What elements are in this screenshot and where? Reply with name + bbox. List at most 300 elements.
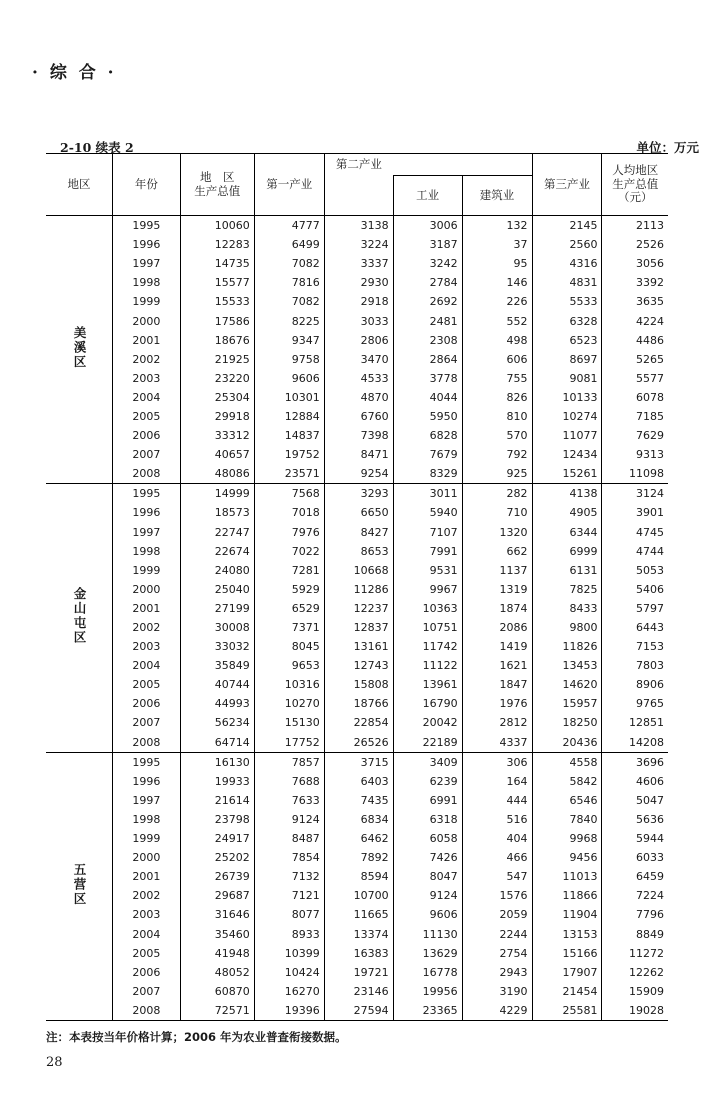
value-cell: 552 [462, 311, 532, 330]
value-cell: 1976 [462, 694, 532, 713]
value-cell: 1576 [462, 886, 532, 905]
value-cell: 7840 [532, 810, 602, 829]
table-row [46, 484, 668, 504]
value-cell: 2754 [462, 944, 532, 963]
year-cell: 2007 [112, 713, 180, 732]
value-cell: 24080 [180, 561, 254, 580]
value-cell: 466 [462, 848, 532, 867]
value-cell: 10316 [254, 675, 324, 694]
region-label: 五营区 [71, 863, 87, 907]
value-cell: 1847 [462, 675, 532, 694]
value-cell: 2692 [393, 292, 462, 311]
value-cell: 3293 [324, 484, 393, 504]
value-cell: 498 [462, 331, 532, 350]
value-cell: 40744 [180, 675, 254, 694]
value-cell: 8433 [532, 599, 602, 618]
value-cell: 22674 [180, 542, 254, 561]
value-cell: 4777 [254, 216, 324, 236]
value-cell: 13629 [393, 944, 462, 963]
value-cell: 7435 [324, 791, 393, 810]
year-cell: 1995 [112, 216, 180, 236]
value-cell: 16383 [324, 944, 393, 963]
value-cell: 14837 [254, 426, 324, 445]
value-cell: 27199 [180, 599, 254, 618]
value-cell: 2930 [324, 273, 393, 292]
value-cell: 9606 [254, 369, 324, 388]
value-cell: 2806 [324, 331, 393, 350]
value-cell: 7976 [254, 523, 324, 542]
value-cell: 306 [462, 752, 532, 772]
table-row [46, 675, 668, 694]
value-cell: 16790 [393, 694, 462, 713]
value-cell: 4316 [532, 254, 602, 273]
value-cell: 4337 [462, 733, 532, 753]
value-cell: 1137 [462, 561, 532, 580]
value-cell: 11286 [324, 580, 393, 599]
table-row [46, 713, 668, 732]
value-cell: 20436 [532, 733, 602, 753]
value-cell: 23220 [180, 369, 254, 388]
value-cell: 1419 [462, 637, 532, 656]
value-cell: 29918 [180, 407, 254, 426]
value-cell: 7825 [532, 580, 602, 599]
value-cell: 7185 [602, 407, 668, 426]
table-row [46, 963, 668, 982]
year-cell: 2006 [112, 694, 180, 713]
value-cell: 3901 [602, 503, 668, 522]
table-row [46, 503, 668, 522]
table-row [46, 426, 668, 445]
value-cell: 164 [462, 772, 532, 791]
value-cell: 5406 [602, 580, 668, 599]
value-cell: 710 [462, 503, 532, 522]
unit-label: 单位：万元 [636, 140, 699, 155]
value-cell: 10133 [532, 388, 602, 407]
value-cell: 9758 [254, 350, 324, 369]
value-cell: 6650 [324, 503, 393, 522]
year-cell: 2005 [112, 407, 180, 426]
table-row [46, 905, 668, 924]
value-cell: 64714 [180, 733, 254, 753]
value-cell: 19752 [254, 445, 324, 464]
value-cell: 11826 [532, 637, 602, 656]
value-cell: 6991 [393, 791, 462, 810]
value-cell: 3242 [393, 254, 462, 273]
value-cell: 10274 [532, 407, 602, 426]
value-cell: 31646 [180, 905, 254, 924]
value-cell: 8487 [254, 829, 324, 848]
value-cell: 7371 [254, 618, 324, 637]
table-row [46, 637, 668, 656]
value-cell: 2086 [462, 618, 532, 637]
value-cell: 15533 [180, 292, 254, 311]
value-cell: 13161 [324, 637, 393, 656]
value-cell: 8697 [532, 350, 602, 369]
value-cell: 29687 [180, 886, 254, 905]
value-cell: 1320 [462, 523, 532, 542]
value-cell: 7121 [254, 886, 324, 905]
table-row [46, 694, 668, 713]
value-cell: 60870 [180, 982, 254, 1001]
value-cell: 14208 [602, 733, 668, 753]
value-cell: 4744 [602, 542, 668, 561]
table-note: 注：本表按当年价格计算；2006 年为农业普查衔接数据。 [46, 1030, 347, 1044]
header-per-capita: 人均地区 生产总值 （元） [602, 154, 668, 216]
value-cell: 22189 [393, 733, 462, 753]
year-cell: 1995 [112, 752, 180, 772]
value-cell: 3337 [324, 254, 393, 273]
value-cell: 3392 [602, 273, 668, 292]
table-row [46, 924, 668, 943]
value-cell: 6344 [532, 523, 602, 542]
value-cell: 792 [462, 445, 532, 464]
year-cell: 2003 [112, 369, 180, 388]
value-cell: 7568 [254, 484, 324, 504]
table-row [46, 772, 668, 791]
year-cell: 2005 [112, 675, 180, 694]
value-cell: 12283 [180, 235, 254, 254]
value-cell: 3224 [324, 235, 393, 254]
value-cell: 570 [462, 426, 532, 445]
header-primary: 第一产业 [254, 154, 324, 216]
value-cell: 8077 [254, 905, 324, 924]
value-cell: 21925 [180, 350, 254, 369]
value-cell: 7857 [254, 752, 324, 772]
table-row [46, 273, 668, 292]
value-cell: 9124 [254, 810, 324, 829]
table-row [46, 580, 668, 599]
value-cell: 48086 [180, 464, 254, 484]
value-cell: 10751 [393, 618, 462, 637]
value-cell: 19956 [393, 982, 462, 1001]
year-cell: 2003 [112, 637, 180, 656]
table-row [46, 944, 668, 963]
value-cell: 6328 [532, 311, 602, 330]
value-cell: 33032 [180, 637, 254, 656]
value-cell: 2145 [532, 216, 602, 236]
value-cell: 5797 [602, 599, 668, 618]
value-cell: 7018 [254, 503, 324, 522]
year-cell: 1997 [112, 523, 180, 542]
value-cell: 8471 [324, 445, 393, 464]
value-cell: 5636 [602, 810, 668, 829]
value-cell: 3409 [393, 752, 462, 772]
value-cell: 1874 [462, 599, 532, 618]
value-cell: 26739 [180, 867, 254, 886]
value-cell: 2560 [532, 235, 602, 254]
table-row [46, 254, 668, 273]
value-cell: 35460 [180, 924, 254, 943]
value-cell: 6131 [532, 561, 602, 580]
value-cell: 3124 [602, 484, 668, 504]
value-cell: 19028 [602, 1001, 668, 1021]
value-cell: 17586 [180, 311, 254, 330]
table-row [46, 331, 668, 350]
value-cell: 547 [462, 867, 532, 886]
value-cell: 6523 [532, 331, 602, 350]
value-cell: 606 [462, 350, 532, 369]
value-cell: 4486 [602, 331, 668, 350]
year-cell: 2000 [112, 848, 180, 867]
value-cell: 444 [462, 791, 532, 810]
value-cell: 7816 [254, 273, 324, 292]
value-cell: 7022 [254, 542, 324, 561]
value-cell: 2113 [602, 216, 668, 236]
value-cell: 6760 [324, 407, 393, 426]
header-secondary: 第二产业 [324, 154, 393, 176]
value-cell: 3056 [602, 254, 668, 273]
value-cell: 7688 [254, 772, 324, 791]
value-cell: 9653 [254, 656, 324, 675]
year-cell: 2002 [112, 886, 180, 905]
year-cell: 1999 [112, 561, 180, 580]
value-cell: 21614 [180, 791, 254, 810]
value-cell: 6499 [254, 235, 324, 254]
year-cell: 2007 [112, 982, 180, 1001]
value-cell: 826 [462, 388, 532, 407]
value-cell: 2784 [393, 273, 462, 292]
value-cell: 6058 [393, 829, 462, 848]
table-row [46, 829, 668, 848]
year-cell: 2004 [112, 924, 180, 943]
table-row [46, 407, 668, 426]
value-cell: 7153 [602, 637, 668, 656]
value-cell: 5940 [393, 503, 462, 522]
year-cell: 2006 [112, 963, 180, 982]
year-cell: 2008 [112, 464, 180, 484]
value-cell: 7679 [393, 445, 462, 464]
value-cell: 10270 [254, 694, 324, 713]
value-cell: 9606 [393, 905, 462, 924]
value-cell: 6999 [532, 542, 602, 561]
header-region: 地区 [46, 154, 112, 216]
value-cell: 5950 [393, 407, 462, 426]
value-cell: 16270 [254, 982, 324, 1001]
value-cell: 2481 [393, 311, 462, 330]
value-cell: 8933 [254, 924, 324, 943]
value-cell: 8045 [254, 637, 324, 656]
value-cell: 4533 [324, 369, 393, 388]
value-cell: 12851 [602, 713, 668, 732]
value-cell: 3635 [602, 292, 668, 311]
value-cell: 9800 [532, 618, 602, 637]
statistics-table [46, 153, 668, 1021]
value-cell: 7892 [324, 848, 393, 867]
year-cell: 2006 [112, 426, 180, 445]
value-cell: 11077 [532, 426, 602, 445]
value-cell: 6443 [602, 618, 668, 637]
table-row [46, 982, 668, 1001]
value-cell: 6529 [254, 599, 324, 618]
value-cell: 10399 [254, 944, 324, 963]
value-cell: 9456 [532, 848, 602, 867]
value-cell: 17907 [532, 963, 602, 982]
value-cell: 146 [462, 273, 532, 292]
value-cell: 21454 [532, 982, 602, 1001]
value-cell: 12262 [602, 963, 668, 982]
value-cell: 13453 [532, 656, 602, 675]
value-cell: 25040 [180, 580, 254, 599]
value-cell: 56234 [180, 713, 254, 732]
value-cell: 23571 [254, 464, 324, 484]
value-cell: 2812 [462, 713, 532, 732]
table-row [46, 561, 668, 580]
value-cell: 19396 [254, 1001, 324, 1021]
value-cell: 10060 [180, 216, 254, 236]
value-cell: 20042 [393, 713, 462, 732]
year-cell: 1999 [112, 292, 180, 311]
value-cell: 6078 [602, 388, 668, 407]
table-row [46, 216, 668, 236]
value-cell: 15808 [324, 675, 393, 694]
value-cell: 7082 [254, 254, 324, 273]
value-cell: 1621 [462, 656, 532, 675]
region-label: 金山屯区 [71, 587, 87, 646]
value-cell: 7629 [602, 426, 668, 445]
value-cell: 11272 [602, 944, 668, 963]
value-cell: 6459 [602, 867, 668, 886]
value-cell: 17752 [254, 733, 324, 753]
value-cell: 10424 [254, 963, 324, 982]
value-cell: 4745 [602, 523, 668, 542]
value-cell: 5842 [532, 772, 602, 791]
value-cell: 5944 [602, 829, 668, 848]
year-cell: 2000 [112, 311, 180, 330]
value-cell: 12743 [324, 656, 393, 675]
value-cell: 7132 [254, 867, 324, 886]
value-cell: 9081 [532, 369, 602, 388]
value-cell: 22747 [180, 523, 254, 542]
value-cell: 18250 [532, 713, 602, 732]
value-cell: 5577 [602, 369, 668, 388]
value-cell: 5533 [532, 292, 602, 311]
value-cell: 4558 [532, 752, 602, 772]
value-cell: 7281 [254, 561, 324, 580]
value-cell: 6462 [324, 829, 393, 848]
value-cell: 8225 [254, 311, 324, 330]
value-cell: 7107 [393, 523, 462, 542]
value-cell: 22854 [324, 713, 393, 732]
value-cell: 8906 [602, 675, 668, 694]
value-cell: 1319 [462, 580, 532, 599]
value-cell: 15957 [532, 694, 602, 713]
page-number: 28 [46, 1055, 63, 1070]
value-cell: 35849 [180, 656, 254, 675]
value-cell: 11013 [532, 867, 602, 886]
value-cell: 516 [462, 810, 532, 829]
table-row [46, 369, 668, 388]
value-cell: 10363 [393, 599, 462, 618]
header-construction: 建筑业 [462, 176, 532, 216]
header-industry: 工业 [393, 176, 462, 216]
value-cell: 2918 [324, 292, 393, 311]
year-cell: 2005 [112, 944, 180, 963]
table-row [46, 292, 668, 311]
value-cell: 15909 [602, 982, 668, 1001]
value-cell: 11866 [532, 886, 602, 905]
value-cell: 37 [462, 235, 532, 254]
value-cell: 10700 [324, 886, 393, 905]
value-cell: 16778 [393, 963, 462, 982]
value-cell: 72571 [180, 1001, 254, 1021]
table-number: 2-10 续表 2 [60, 140, 134, 155]
value-cell: 12434 [532, 445, 602, 464]
value-cell: 11130 [393, 924, 462, 943]
table-row [46, 656, 668, 675]
table-row [46, 523, 668, 542]
table-row [46, 1001, 668, 1021]
value-cell: 6033 [602, 848, 668, 867]
value-cell: 24917 [180, 829, 254, 848]
year-cell: 1996 [112, 503, 180, 522]
value-cell: 25304 [180, 388, 254, 407]
value-cell: 662 [462, 542, 532, 561]
value-cell: 7633 [254, 791, 324, 810]
value-cell: 15577 [180, 273, 254, 292]
value-cell: 226 [462, 292, 532, 311]
table-row [46, 618, 668, 637]
year-cell: 2004 [112, 656, 180, 675]
value-cell: 3006 [393, 216, 462, 236]
value-cell: 5047 [602, 791, 668, 810]
value-cell: 11742 [393, 637, 462, 656]
value-cell: 4138 [532, 484, 602, 504]
value-cell: 5929 [254, 580, 324, 599]
year-cell: 2001 [112, 599, 180, 618]
value-cell: 2244 [462, 924, 532, 943]
value-cell: 3033 [324, 311, 393, 330]
value-cell: 30008 [180, 618, 254, 637]
value-cell: 8849 [602, 924, 668, 943]
value-cell: 810 [462, 407, 532, 426]
table-row [46, 388, 668, 407]
value-cell: 41948 [180, 944, 254, 963]
value-cell: 11098 [602, 464, 668, 484]
table-row [46, 464, 668, 484]
value-cell: 6318 [393, 810, 462, 829]
value-cell: 6403 [324, 772, 393, 791]
year-cell: 2003 [112, 905, 180, 924]
value-cell: 18573 [180, 503, 254, 522]
value-cell: 6546 [532, 791, 602, 810]
year-cell: 2002 [112, 350, 180, 369]
value-cell: 2864 [393, 350, 462, 369]
value-cell: 6834 [324, 810, 393, 829]
year-cell: 2001 [112, 867, 180, 886]
value-cell: 4905 [532, 503, 602, 522]
value-cell: 95 [462, 254, 532, 273]
value-cell: 8594 [324, 867, 393, 886]
value-cell: 8427 [324, 523, 393, 542]
table-row [46, 311, 668, 330]
value-cell: 3187 [393, 235, 462, 254]
value-cell: 33312 [180, 426, 254, 445]
year-cell: 2002 [112, 618, 180, 637]
value-cell: 11904 [532, 905, 602, 924]
value-cell: 13374 [324, 924, 393, 943]
value-cell: 7082 [254, 292, 324, 311]
year-cell: 1996 [112, 772, 180, 791]
table-row [46, 350, 668, 369]
value-cell: 404 [462, 829, 532, 848]
value-cell: 19933 [180, 772, 254, 791]
value-cell: 7398 [324, 426, 393, 445]
year-cell: 1996 [112, 235, 180, 254]
value-cell: 5265 [602, 350, 668, 369]
value-cell: 12237 [324, 599, 393, 618]
year-cell: 1998 [112, 542, 180, 561]
year-cell: 1999 [112, 829, 180, 848]
